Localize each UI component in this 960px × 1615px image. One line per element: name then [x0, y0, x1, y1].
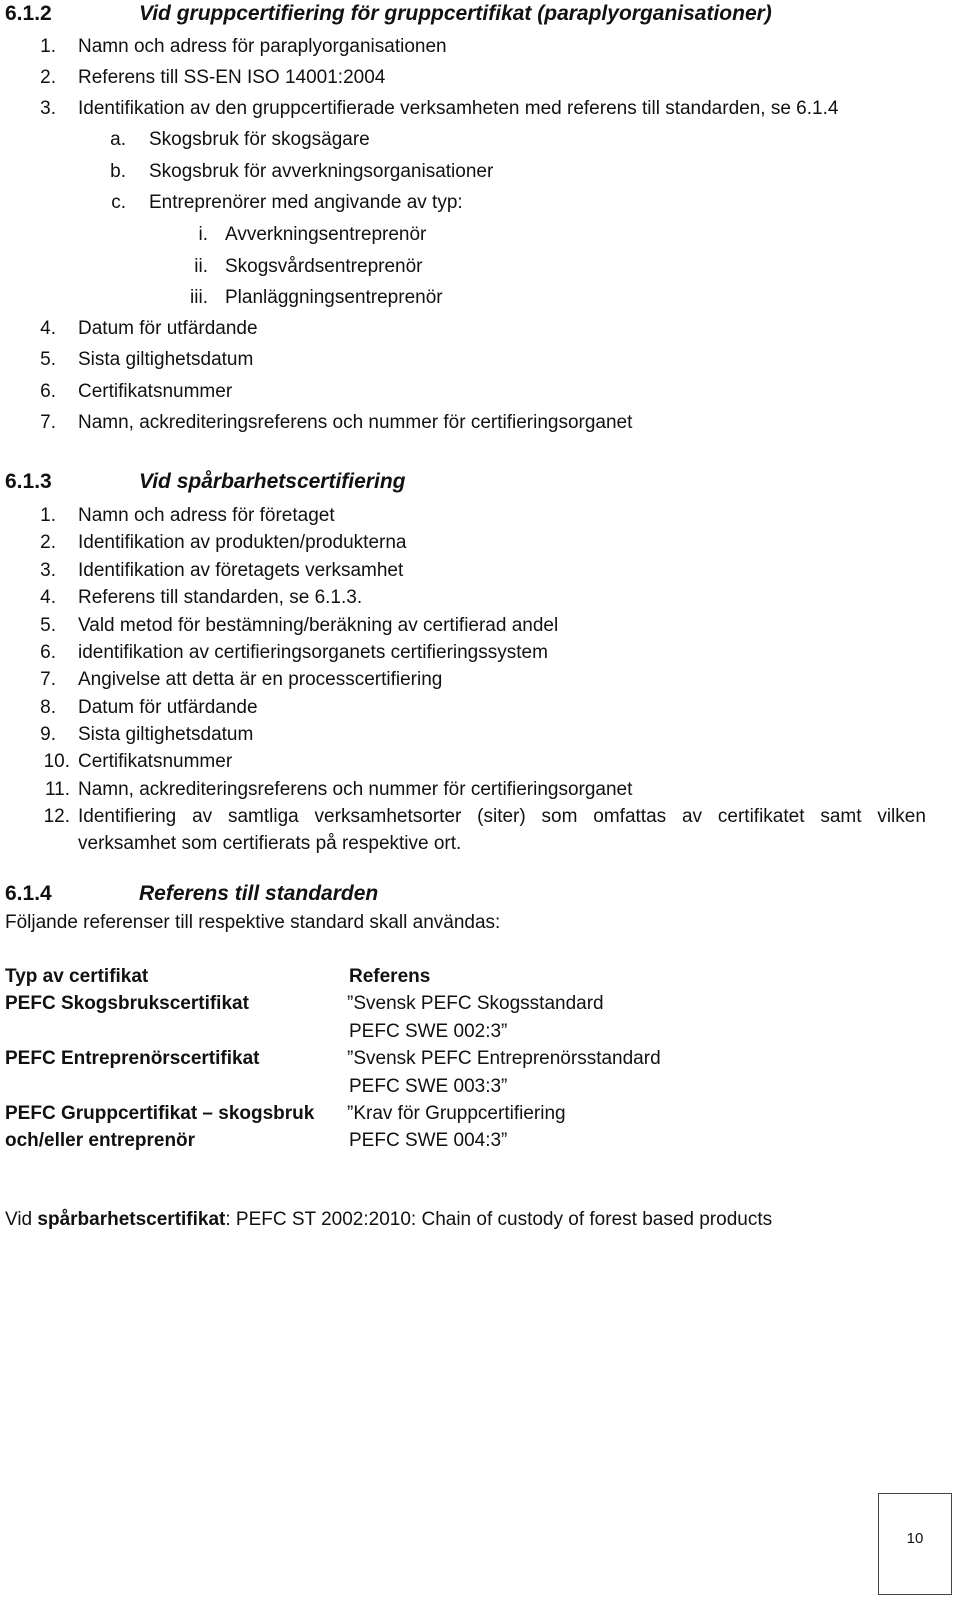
list-item: Identifikation av den gruppcertifierade verksamheten med referens till standarden, se 6.1.4	[78, 98, 839, 119]
list-item: Datum för utfärdande	[78, 697, 258, 718]
sublist-letter: c.	[111, 192, 126, 213]
list-number: 4.	[40, 587, 56, 608]
section-title-613: Vid spårbarhetscertifiering	[139, 470, 406, 493]
list-item: Sista giltighetsdatum	[78, 724, 254, 745]
section-number-614: 6.1.4	[5, 882, 52, 905]
footer-bold: spårbarhetscertifikat	[37, 1209, 226, 1230]
list-number: 6.	[40, 642, 56, 663]
list-item-12-line2: verksamhet som certifierats på respektive ort.	[78, 833, 462, 854]
list-number: 6.	[40, 381, 56, 402]
list-number: 12.	[43, 806, 70, 827]
page-number: 10	[906, 1530, 924, 1547]
sublist-item: Skogsbruk för skogsägare	[149, 129, 370, 150]
list-item: Certifikatsnummer	[78, 751, 233, 772]
list-number: 9.	[40, 724, 56, 745]
list-number: 2.	[40, 67, 56, 88]
section-number-613: 6.1.3	[5, 470, 52, 493]
list-item-12-line1	[78, 806, 926, 828]
list-number: 7.	[40, 412, 56, 433]
subsublist-roman: iii.	[190, 287, 208, 308]
table-header-type: Typ av certifikat	[5, 966, 149, 987]
list-item: Vald metod för bestämning/beräkning av certifierad andel	[78, 615, 559, 636]
list-item: Referens till standarden, se 6.1.3.	[78, 587, 363, 608]
subsublist-item: Skogsvårdsentreprenör	[225, 256, 423, 277]
section-number-612: 6.1.2	[5, 2, 52, 25]
table-cell-reference: ”Svensk PEFC Entreprenörsstandard	[347, 1048, 661, 1069]
subsublist-roman: ii.	[194, 256, 208, 277]
subsublist-item: Planläggningsentreprenör	[225, 287, 443, 308]
list-item: Referens till SS-EN ISO 14001:2004	[78, 67, 386, 88]
word: vilken	[877, 806, 926, 827]
list-number: 11.	[44, 779, 70, 800]
word: omfattas	[593, 806, 667, 827]
table-cell-type: PEFC Skogsbrukscertifikat	[5, 993, 249, 1014]
list-number: 1.	[40, 505, 56, 526]
word: samt	[820, 806, 862, 827]
list-item: Namn och adress för paraplyorganisationen	[78, 36, 447, 57]
sublist-letter: b.	[110, 161, 126, 182]
list-number: 4.	[40, 318, 56, 339]
word: (siter)	[477, 806, 526, 827]
sublist-item: Entreprenörer med angivande av typ:	[149, 192, 463, 213]
list-number: 3.	[40, 98, 56, 119]
table-cell-reference: ”Svensk PEFC Skogsstandard	[347, 993, 604, 1014]
word: certifikatet	[717, 806, 805, 827]
list-number: 5.	[40, 615, 56, 636]
table-cell-reference-code: PEFC SWE 002:3”	[349, 1021, 508, 1042]
sublist-item: Skogsbruk för avverkningsorganisationer	[149, 161, 494, 182]
list-item: identifikation av certifieringsorganets certifieringssystem	[78, 642, 548, 663]
table-cell-type: PEFC Entreprenörscertifikat	[5, 1048, 260, 1069]
word: som	[541, 806, 578, 827]
subsublist-roman: i.	[198, 224, 208, 245]
intro-paragraph: Följande referenser till respektive standard skall användas:	[5, 912, 501, 933]
list-number: 5.	[40, 349, 56, 370]
list-item: Namn och adress för företaget	[78, 505, 335, 526]
list-item: Namn, ackrediteringsreferens och nummer för certifieringsorganet	[78, 779, 633, 800]
list-number: 10.	[43, 751, 70, 772]
word: av	[681, 806, 703, 827]
table-cell-type: PEFC Gruppcertifikat – skogsbruk	[5, 1103, 315, 1124]
table-header-reference: Referens	[349, 966, 431, 987]
list-number: 8.	[40, 697, 56, 718]
list-number: 3.	[40, 560, 56, 581]
subsublist-item: Avverkningsentreprenör	[225, 224, 427, 245]
list-item: Identifikation av produkten/produkterna	[78, 532, 407, 553]
footer-post: : PEFC ST 2002:2010: Chain of custody of forest based products	[225, 1209, 773, 1230]
list-item: Certifikatsnummer	[78, 381, 233, 402]
table-cell-type-line2: och/eller entreprenör	[5, 1130, 196, 1151]
list-number: 1.	[40, 36, 56, 57]
list-item: Sista giltighetsdatum	[78, 349, 254, 370]
list-item: Identifikation av företagets verksamhet	[78, 560, 404, 581]
list-number: 7.	[40, 669, 56, 690]
word: Identifiering	[78, 806, 177, 827]
table-cell-reference: ”Krav för Gruppcertifiering	[347, 1103, 566, 1124]
table-cell-reference-code: PEFC SWE 004:3”	[349, 1130, 508, 1151]
list-item: Angivelse att detta är en processcertifiering	[78, 669, 443, 690]
word: verksamhetsorter	[314, 806, 462, 827]
word: samtliga	[227, 806, 299, 827]
table-cell-reference-code: PEFC SWE 003:3”	[349, 1076, 508, 1097]
list-item: Datum för utfärdande	[78, 318, 258, 339]
footer-pre: Vid	[5, 1209, 38, 1230]
word: av	[192, 806, 213, 827]
section-title-614: Referens till standarden	[139, 882, 379, 905]
section-title-612: Vid gruppcertifiering för gruppcertifikat (paraplyorganisationer)	[139, 2, 772, 25]
page-number-box	[878, 1493, 952, 1595]
sublist-letter: a.	[110, 129, 126, 150]
list-item: Namn, ackrediteringsreferens och nummer för certifieringsorganet	[78, 412, 633, 433]
list-number: 2.	[40, 532, 56, 553]
traceability-reference-line	[5, 1209, 772, 1231]
